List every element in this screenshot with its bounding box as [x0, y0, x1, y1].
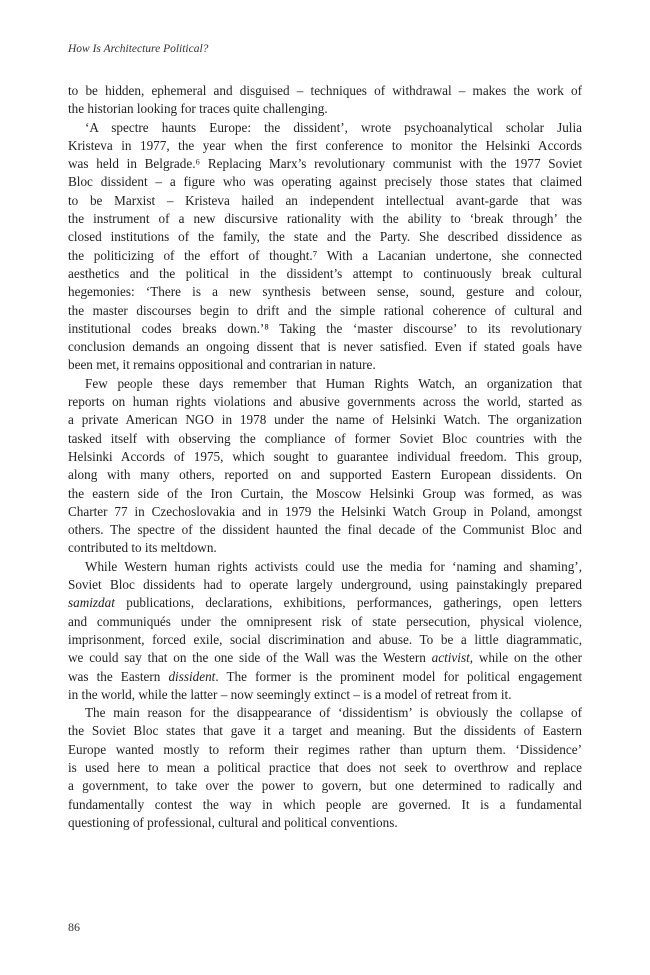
- page-number: 86: [68, 920, 80, 934]
- text-line: the politicizing of the effort of thought.⁷ With a Lacanian undertone, she connected: [68, 247, 582, 263]
- text-line: a government, to take over the power to govern, but one determined to radically and: [68, 778, 582, 794]
- text-line: along with many others, reported on and supported Eastern European dissidents. On: [68, 467, 582, 483]
- text-line: a private American NGO in 1978 under the name of Helsinki Watch. The organization: [68, 412, 582, 428]
- text-line: Kristeva in 1977, the year when the first conference to monitor the Helsinki Accords: [68, 137, 582, 153]
- text-line: reports on human rights violations and abusive governments across the world, started as: [68, 394, 582, 410]
- text-line: Helsinki Accords of 1975, which sought to guarantee individual freedom. This group,: [68, 448, 582, 464]
- text-line: was the Eastern dissident. The former is the prominent model for political engagement: [68, 668, 582, 684]
- text-line: closed institutions of the family, the state and the Party. She described dissidence as: [68, 229, 582, 245]
- text-line: institutional codes breaks down.’⁸ Taking the ‘master discourse’ to its revolutionary: [68, 320, 582, 336]
- text-line: contributed to its meltdown.: [68, 540, 217, 556]
- text-line: and communiqués under the omnipresent risk of state persecution, physical violence,: [68, 613, 582, 629]
- text-line: the historian looking for traces quite challenging.: [68, 101, 328, 117]
- text-line: Few people these days remember that Human Rights Watch, an organization that: [85, 375, 582, 391]
- text-line: conclusion demands an ongoing dissent that is never satisfied. Even if stated goals have: [68, 339, 582, 355]
- text-line: tasked itself with observing the compliance of former Soviet Bloc countries with the: [68, 430, 582, 446]
- text-line: Europe wanted mostly to reform their regimes rather than upturn them. ‘Dissidence’: [68, 741, 582, 757]
- text-line: fundamentally contest the way in which people are governed. It is a fundamental: [68, 796, 582, 812]
- text-line: in the world, while the latter – now seemingly extinct – is a model of retreat from it.: [68, 686, 512, 702]
- text-line: aesthetics and the political in the dissident’s attempt to continuously break cultural: [68, 265, 582, 281]
- text-line: others. The spectre of the dissident haunted the final decade of the Communist Bloc and: [68, 522, 582, 538]
- running-head: How Is Architecture Political?: [68, 43, 209, 55]
- text-line: the instrument of a new discursive rationality with the ability to ‘break through’ the: [68, 211, 582, 227]
- text-line: was held in Belgrade.⁶ Replacing Marx’s revolutionary communist with the 1977 Soviet: [68, 156, 582, 172]
- text-line: hegemonies: ‘There is a new synthesis between sense, sound, gesture and colour,: [68, 284, 582, 300]
- text-line: been met, it remains oppositional and contrarian in nature.: [68, 357, 376, 373]
- text-line: to be hidden, ephemeral and disguised – techniques of withdrawal – makes the work of: [68, 83, 582, 98]
- text-line: samizdat publications, declarations, exhibitions, performances, gatherings, open letters: [68, 595, 582, 611]
- text-line: we could say that on the one side of the Wall was the Western activist, while on the other: [68, 650, 582, 666]
- text-line: Bloc dissident – a figure who was operating against precisely those states that claimed: [68, 174, 582, 190]
- text-line: the master discourses begin to drift and the simple rational coherence of cultural and: [68, 302, 582, 318]
- text-line: to be Marxist – Kristeva hailed an independent intellectual avant-garde that was: [68, 192, 582, 208]
- text-line: Soviet Bloc dissidents had to operate largely underground, using painstakingly prepared: [68, 577, 582, 593]
- text-line: questioning of professional, cultural and political conventions.: [68, 814, 398, 830]
- text-line: is used here to mean a political practice that does not seek to overthrow and replace: [68, 759, 582, 775]
- text-line: The main reason for the disappearance of ‘dissidentism’ is obviously the collapse of: [85, 705, 582, 721]
- text-line: the eastern side of the Iron Curtain, the Moscow Helsinki Group was formed, as was: [68, 485, 582, 501]
- text-line: Charter 77 in Czechoslovakia and in 1979 the Helsinki Watch Group in Poland, amongst: [68, 503, 582, 519]
- text-line: While Western human rights activists could use the media for ‘naming and shaming’,: [85, 558, 582, 574]
- text-line: ‘A spectre haunts Europe: the dissident’, wrote psychoanalytical scholar Julia: [85, 119, 582, 135]
- text-line: imprisonment, forced exile, social discrimination and abuse. To be a little diagrammatic,: [68, 631, 582, 647]
- text-line: the Soviet Bloc states that gave it a target and meaning. But the dissidents of Eastern: [68, 723, 582, 739]
- body-text: [68, 82, 582, 832]
